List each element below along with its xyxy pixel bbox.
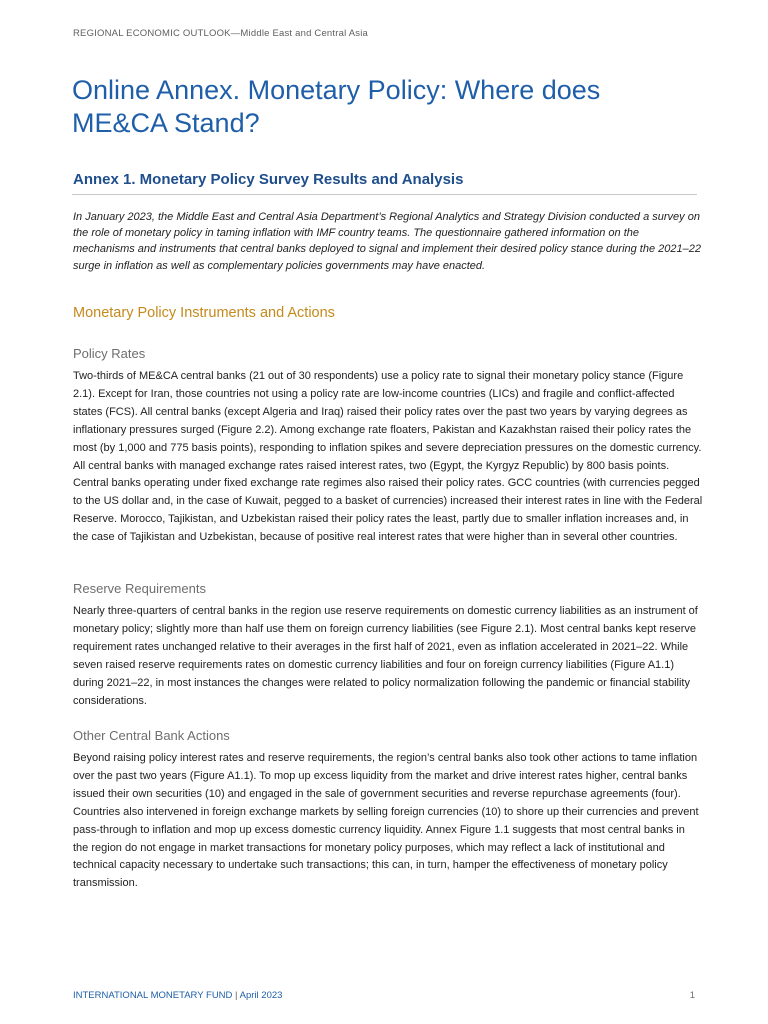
footer-publisher-name: INTERNATIONAL MONETARY FUND: [73, 990, 233, 1001]
annex-heading: Annex 1. Monetary Policy Survey Results and Analysis: [73, 171, 464, 188]
page-number: 1: [689, 990, 695, 1001]
footer-publisher: [73, 990, 282, 1001]
subheading-other-actions: Other Central Bank Actions: [73, 728, 230, 743]
page-title: Online Annex. Monetary Policy: Where does ME&CA Stand?: [72, 75, 601, 138]
intro-paragraph: In January 2023, the Middle East and Central Asia Department’s Regional Analytics and Strategy Division conducted a survey on the role of monetary policy in taming inflation with IMF country teams. The questionnaire gathered information on the mechanisms and instruments that central banks deployed to signal and implement their desired policy stance during the 2021–22 surge in inflation as well as complementary policies governments may have enacted.: [73, 211, 701, 272]
running-header: REGIONAL ECONOMIC OUTLOOK—Middle East and Central Asia: [73, 28, 369, 39]
footer-date: April 2023: [239, 990, 283, 1001]
subheading-reserve-requirements: Reserve Requirements: [73, 581, 206, 596]
subheading-policy-rates: Policy Rates: [73, 346, 146, 361]
footer-separator: |: [232, 990, 240, 1001]
paragraph-other-actions: Beyond raising policy interest rates and reserve requirements, the region’s central banks also took other actions to tame inflation over the past two years (Figure A1.1). To mop up excess liquidity from the market and drive interest rates higher, central banks issued their own securities (10) and engaged in the sale of government securities and reverse repurchase agreements (four). Countries also intervened in foreign exchange markets by selling foreign currencies (10) to shore up their currencies and prevent pass-through to inflation and mop up excess domestic currency liquidity. Annex Figure 1.1 suggests that most central banks in the region do not engage in market transactions for monetary policy purposes, which may reflect a lack of institutional and technical capacity necessary to undertake such transactions; this can, in turn, hamper the effectiveness of monetary policy transmission.: [73, 752, 699, 890]
heading-divider: [72, 194, 697, 195]
paragraph-policy-rates: Two-thirds of ME&CA central banks (21 out of 30 respondents) use a policy rate to signal their monetary policy stance (Figure 2.1). Except for Iran, those countries not using a policy rate are low-income countries (LICs) and fragile and conflict-affected states (FCS). All central banks (except Algeria and Iraq) raised their policy rates over the past two years by varying degrees as inflationary pressures surged (Figure 2.2). Among exchange rate floaters, Pakistan and Kazakhstan raised their policy rates the most (by 1,000 and 775 basis points), responding to inflation spikes and severe depreciation pressures on the domestic currency. All central banks with managed exchange rates raised interest rates, two (Egypt, the Kyrgyz Republic) by 800 basis points. Central banks operating under fixed exchange rate regimes also raised their policy rates. GCC countries (with currencies pegged to the US dollar and, in the case of Kuwait, pegged to a basket of currencies) increased their interest rates in line with the Federal Reserve. Morocco, Tajikistan, and Uzbekistan raised their policy rates the least, partly due to smaller inflation increases and, in the case of Tajikistan and Uzbekistan, because of positive real interest rates that were higher than in several other countries.: [73, 370, 703, 544]
paragraph-reserve-requirements: Nearly three-quarters of central banks in the region use reserve requirements on domestic currency liabilities as an instrument of monetary policy; slightly more than half use them on foreign currency liabilities (see Figure 2.1). Most central banks kept reserve requirement rates unchanged relative to their averages in the first half of 2021, even as inflation accelerated in 2021–22. While seven raised reserve requirements rates on domestic currency liabilities and four on foreign currency liabilities (Figure A1.1) during 2021–22, in most instances the changes were related to policy normalization following the pandemic or financial stability considerations.: [73, 605, 698, 707]
section-heading: Monetary Policy Instruments and Actions: [73, 305, 335, 321]
